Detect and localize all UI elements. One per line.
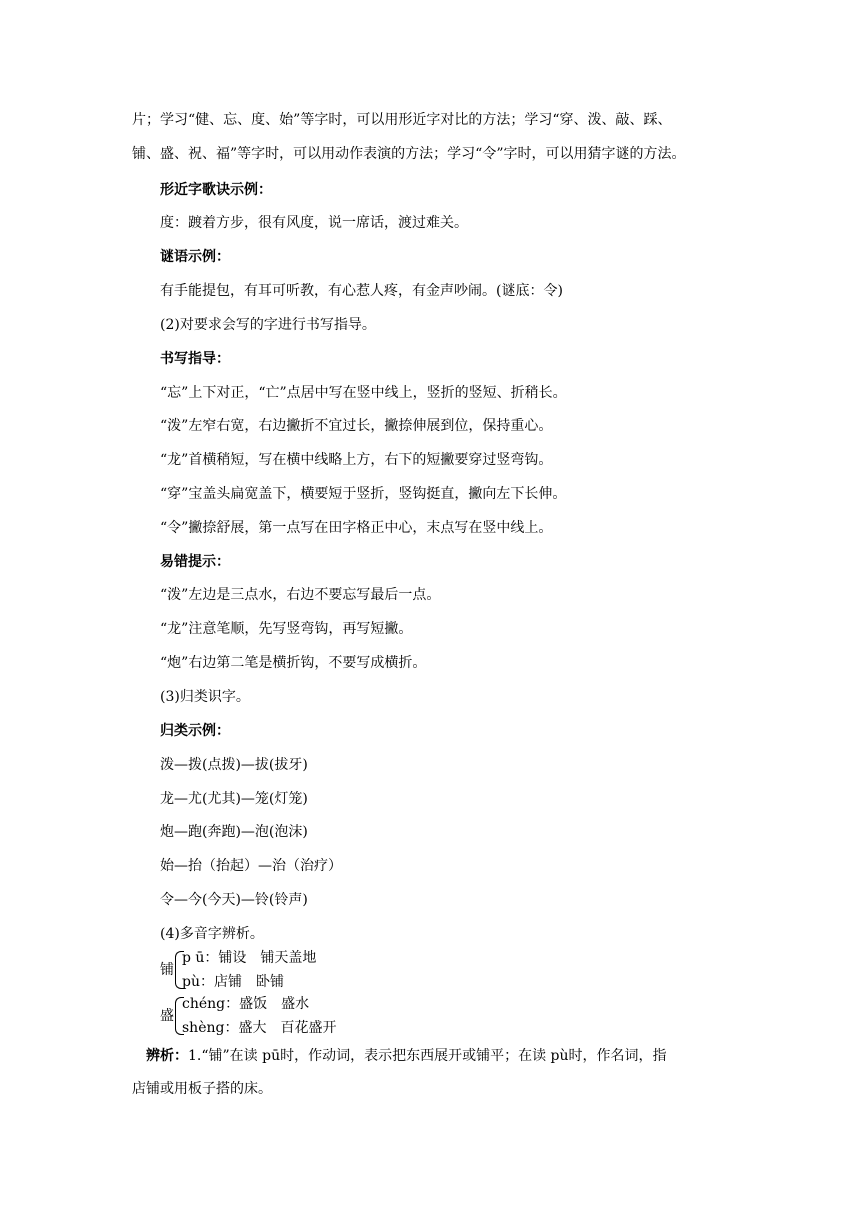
classify-line: 泼—拨(点拨)—拔(拔牙) — [160, 757, 308, 773]
section-3-title: (3)归类识字。 — [160, 689, 250, 705]
polyphone-reading: shèng：盛大 百花盛开 — [182, 1020, 337, 1036]
classify-line: 令—今(今天)—铃(铃声) — [160, 892, 308, 908]
riddle-example-text: 有手能提包，有耳可听教，有心惹人疼，有金声吵闹。(谜底：令) — [160, 283, 563, 299]
writing-guide-line: “龙”首横稍短，写在横中线略上方，右下的短撇要穿过竖弯钩。 — [160, 452, 553, 468]
writing-guide-line: “穿”宝盖头扁宽盖下，横要短于竖折，竖钩挺直，撇向左下长伸。 — [160, 486, 567, 502]
writing-guide-line: “忘”上下对正，“亡”点居中写在竖中线上，竖折的竖短、折稍长。 — [160, 385, 567, 401]
analysis-line-1 — [146, 1046, 667, 1066]
shape-example-heading: 形近字歌诀示例： — [160, 182, 272, 198]
writing-guide-line: “泼”左窄右宽，右边撇折不宜过长，撇捺伸展到位，保持重心。 — [160, 418, 553, 434]
section-4-title: (4)多音字辨析。 — [160, 926, 264, 942]
writing-guide-line: “令”撇捺舒展，第一点写在田字格正中心，末点写在竖中线上。 — [160, 520, 553, 536]
analysis-label: 辨析： — [146, 1048, 188, 1064]
classify-line: 始—抬（抬起）—治（治疗） — [160, 858, 342, 874]
polyphone-reading: pù：店铺 卧铺 — [182, 974, 284, 990]
error-tips-heading: 易错提示： — [160, 554, 230, 570]
polyphone-reading: p ū：铺设 铺天盖地 — [182, 950, 317, 966]
classify-line: 龙—尤(尤其)—笼(灯笼) — [160, 791, 308, 807]
error-tip-line: “炮”右边第二笔是横折钩，不要写成横折。 — [160, 655, 427, 671]
writing-guide-heading: 书写指导： — [160, 351, 230, 367]
classify-example-heading: 归类示例： — [160, 723, 230, 739]
polyphone-char: 盛 — [160, 1008, 174, 1024]
classify-line: 炮—跑(奔跑)—泡(泡沫) — [160, 824, 308, 840]
shape-example-text: 度：踱着方步，很有风度，说一席话，渡过难关。 — [160, 215, 468, 231]
polyphone-reading: chéng：盛饭 盛水 — [182, 996, 310, 1012]
error-tip-line: “泼”左边是三点水，右边不要忘写最后一点。 — [160, 587, 441, 603]
analysis-line-2: 店铺或用板子搭的床。 — [132, 1081, 272, 1097]
error-tip-line: “龙”注意笔顺，先写竖弯钩，再写短撇。 — [160, 621, 413, 637]
polyphone-char: 铺 — [160, 962, 174, 978]
section-2-title: (2)对要求会写的字进行书写指导。 — [160, 317, 376, 333]
riddle-example-heading: 谜语示例： — [160, 249, 230, 265]
intro-line-2: 铺、盛、祝、福”等字时，可以用动作表演的方法；学习“令”字时，可以用猜字谜的方法。 — [132, 146, 686, 162]
intro-line-1: 片；学习“健、忘、度、始”等字时，可以用形近字对比的方法；学习“穿、泼、敲、踩、 — [132, 112, 672, 128]
analysis-text: 1.“铺”在读 pū时，作动词，表示把东西展开或铺平；在读 pù时，作名词，指 — [188, 1048, 667, 1064]
